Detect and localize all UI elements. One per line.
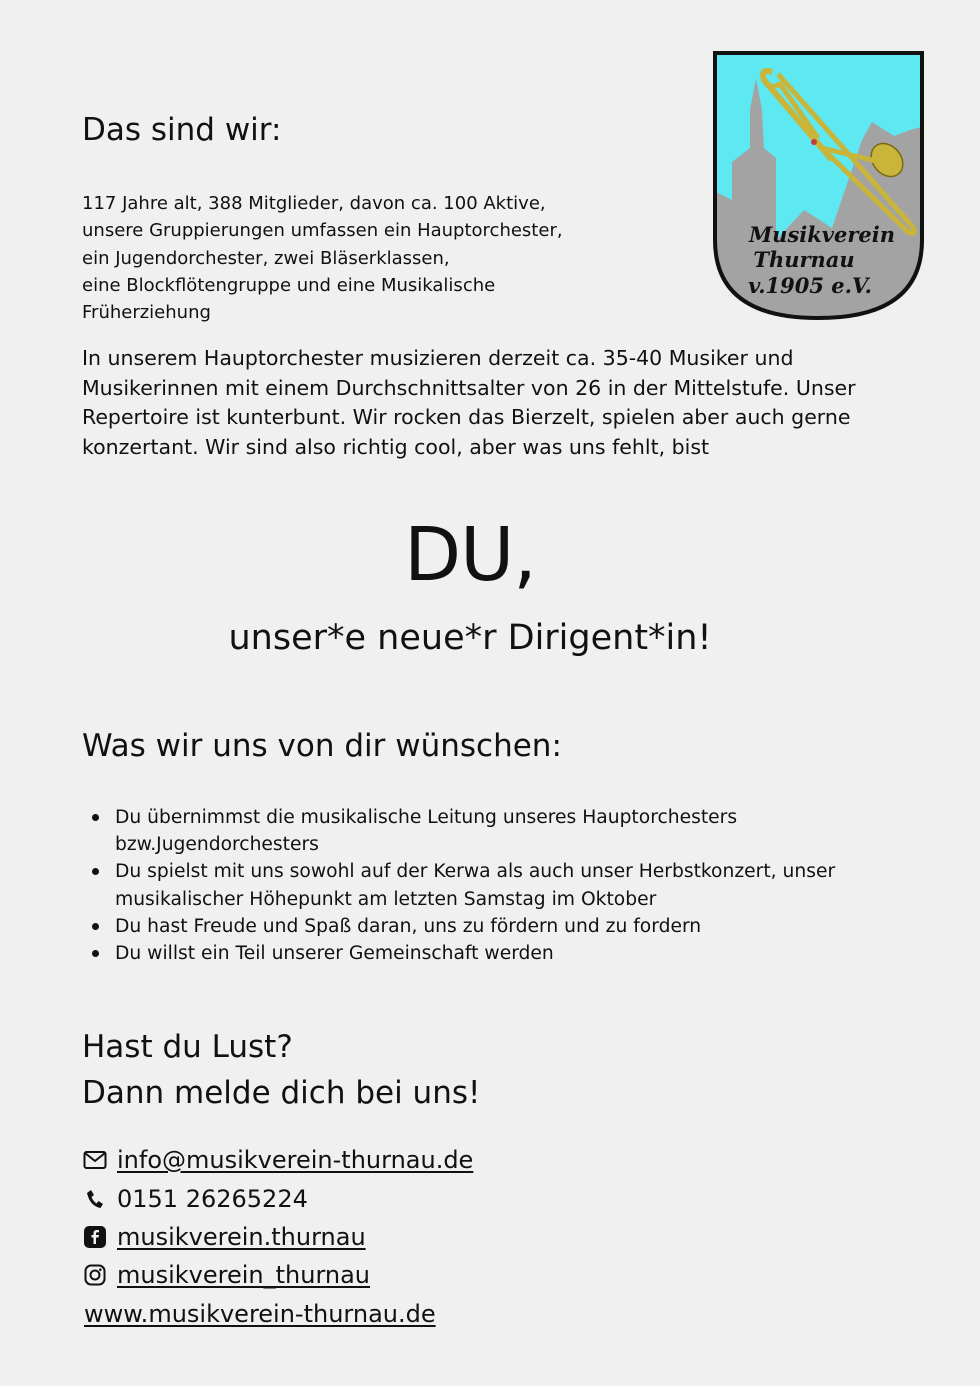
logo-line-1: Musikverein bbox=[748, 222, 896, 247]
intro-line: 117 Jahre alt, 388 Mitglieder, davon ca. 100 Aktive, bbox=[82, 193, 546, 214]
musikverein-crest-logo bbox=[712, 50, 925, 322]
intro-line: Früherziehung bbox=[82, 302, 211, 324]
phone-number[interactable]: 0151 26265224 bbox=[117, 1185, 308, 1213]
bullet-icon bbox=[92, 923, 99, 930]
call-to-action bbox=[82, 1024, 480, 1116]
list-item-text: Du willst ein Teil unserer Gemeinschaft werden bbox=[115, 943, 554, 965]
list-item bbox=[82, 858, 902, 912]
email-row bbox=[82, 1146, 473, 1174]
bullet-icon bbox=[92, 814, 99, 821]
du-headline: DU, bbox=[404, 512, 536, 598]
intro-text bbox=[82, 190, 642, 326]
list-item-text: Du übernimmst die musikalische Leitung unseres Hauptorchesters bbox=[115, 807, 738, 828]
conductor-subtitle: unser*e neue*r Dirigent*in! bbox=[228, 618, 712, 658]
paragraph-line: In unserem Hauptorchester musizieren derzeit ca. 35-40 Musiker und bbox=[82, 346, 794, 370]
phone-icon bbox=[82, 1186, 108, 1212]
email-link[interactable]: info@musikverein-thurnau.de bbox=[117, 1146, 474, 1174]
list-item-text: bzw.Jugendorchesters bbox=[115, 834, 319, 856]
bullet-icon bbox=[92, 868, 99, 875]
wishes-title: Was wir uns von dir wünschen: bbox=[82, 728, 562, 764]
instagram-link[interactable]: musikverein_thurnau bbox=[117, 1261, 371, 1289]
list-item-text: Du hast Freude und Spaß daran, uns zu fördern und zu fordern bbox=[115, 915, 702, 937]
facebook-row bbox=[82, 1223, 366, 1251]
instagram-icon bbox=[82, 1262, 108, 1288]
mail-icon bbox=[82, 1147, 108, 1173]
list-item bbox=[82, 804, 902, 858]
cta-line-1: Hast du Lust? bbox=[82, 1029, 293, 1065]
list-item bbox=[82, 913, 902, 940]
paragraph-line: Repertoire ist kunterbunt. Wir rocken das Bierzelt, spielen aber auch gerne bbox=[82, 405, 851, 430]
wishes-list bbox=[82, 804, 902, 967]
paragraph-line: konzertant. Wir sind also richtig cool, aber was uns fehlt, bist bbox=[82, 434, 710, 459]
cta-line-2: Dann melde dich bei uns! bbox=[82, 1075, 481, 1111]
orchestra-paragraph bbox=[82, 344, 912, 462]
website-link[interactable]: www.musikverein-thurnau.de bbox=[84, 1300, 436, 1328]
paragraph-line: Musikerinnen mit einem Durchschnittsalter von 26 in der Mittelstufe. Unser bbox=[82, 375, 856, 400]
list-item-text: musikalischer Höhepunkt am letzten Samstag im Oktober bbox=[115, 888, 657, 910]
facebook-link[interactable]: musikverein.thurnau bbox=[117, 1223, 366, 1251]
list-item-text: Du spielst mit uns sowohl auf der Kerwa als auch unser Herbstkonzert, unser bbox=[115, 861, 836, 883]
website-row bbox=[84, 1300, 436, 1328]
phone-row bbox=[82, 1185, 308, 1213]
intro-line: eine Blockflötengruppe und eine Musikalische bbox=[82, 274, 496, 296]
bullet-icon bbox=[92, 950, 99, 957]
intro-line: unsere Gruppierungen umfassen ein Hauptorchester, bbox=[82, 220, 563, 242]
list-item bbox=[82, 940, 902, 967]
instagram-row bbox=[82, 1261, 370, 1289]
facebook-icon bbox=[82, 1224, 108, 1250]
intro-line: ein Jugendorchester, zwei Bläserklassen, bbox=[82, 247, 450, 269]
logo-line-3: v.1905 e.V. bbox=[748, 273, 872, 298]
logo-line-2: Thurnau bbox=[753, 247, 855, 272]
page-title: Das sind wir: bbox=[82, 112, 282, 148]
